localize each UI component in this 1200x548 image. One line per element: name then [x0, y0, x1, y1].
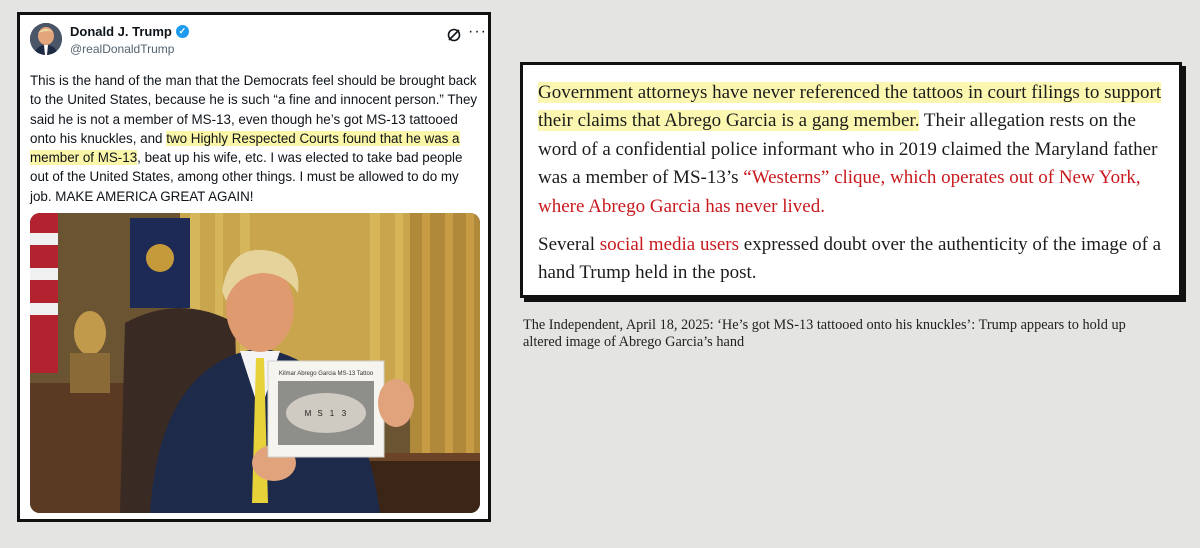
- tweet-text-part2: , beat up his wife, etc. I was elected to take bad people out of the United States, among other things. I must be allowed to do my job. MAKE AMERICA GREAT AGAIN!: [30, 150, 463, 204]
- article-paragraph-1: [538, 79, 1168, 221]
- knuckle-mark-4: 3: [341, 409, 347, 418]
- tweet-card[interactable]: [17, 12, 491, 522]
- grok-icon[interactable]: [446, 27, 462, 43]
- article-p2-rest: expressed doubt over the authenticity of the image of a hand Trump held in the post.: [538, 234, 1162, 284]
- verified-badge-icon: ✓: [176, 25, 189, 38]
- tweet-photo[interactable]: [30, 213, 480, 513]
- article-p1-text: Their allegation rests on the word of a confidential police informant who in 2019 claimed the Maryland father was a member of MS-13’s: [538, 110, 1158, 189]
- author-handle[interactable]: @realDonaldTrump: [70, 42, 175, 56]
- source-caption: The Independent, April 18, 2025: ‘He’s got MS-13 tattooed onto his knuckles’: Trump appears to hold up altered image of Abrego Garcia’s hand: [523, 317, 1126, 350]
- article-paragraph-2: [538, 231, 1168, 288]
- article-highlight-text: Government attorneys have never referenced the tattoos in court filings to support their claims that Abrego Garcia is a gang member.: [538, 82, 1162, 132]
- tweet-body: [30, 71, 482, 206]
- avatar[interactable]: [30, 23, 62, 55]
- knuckle-mark-3: 1: [329, 409, 335, 418]
- photo-illustration: [30, 213, 480, 513]
- author-name-row[interactable]: [70, 24, 189, 39]
- tweet-text-part1: This is the hand of the man that the Democrats feel should be brought back to the United States, because he is such “a fine and innocent person.” They said he is not a member of MS-13, even though he’s got MS-13 tattooed onto his knuckles, and: [30, 73, 478, 146]
- article-p2-start: Several: [538, 234, 600, 255]
- knuckle-mark-2: S: [317, 409, 323, 418]
- westerns-clique-link[interactable]: “Westerns” clique, which operates out of New York, where Abrego Garcia has never lived.: [538, 167, 1141, 217]
- more-options-icon[interactable]: ···: [468, 23, 487, 40]
- tweet-text-highlight: two Highly Respected Courts found that he was a member of MS-13: [30, 130, 460, 166]
- sign-caption: Kilmar Abrego Garcia MS-13 Tattoo: [278, 371, 374, 377]
- author-display-name[interactable]: Donald J. Trump: [70, 24, 172, 39]
- article-excerpt: [520, 62, 1182, 298]
- knuckle-mark-1: M: [304, 409, 312, 418]
- social-media-users-link[interactable]: social media users: [599, 234, 740, 255]
